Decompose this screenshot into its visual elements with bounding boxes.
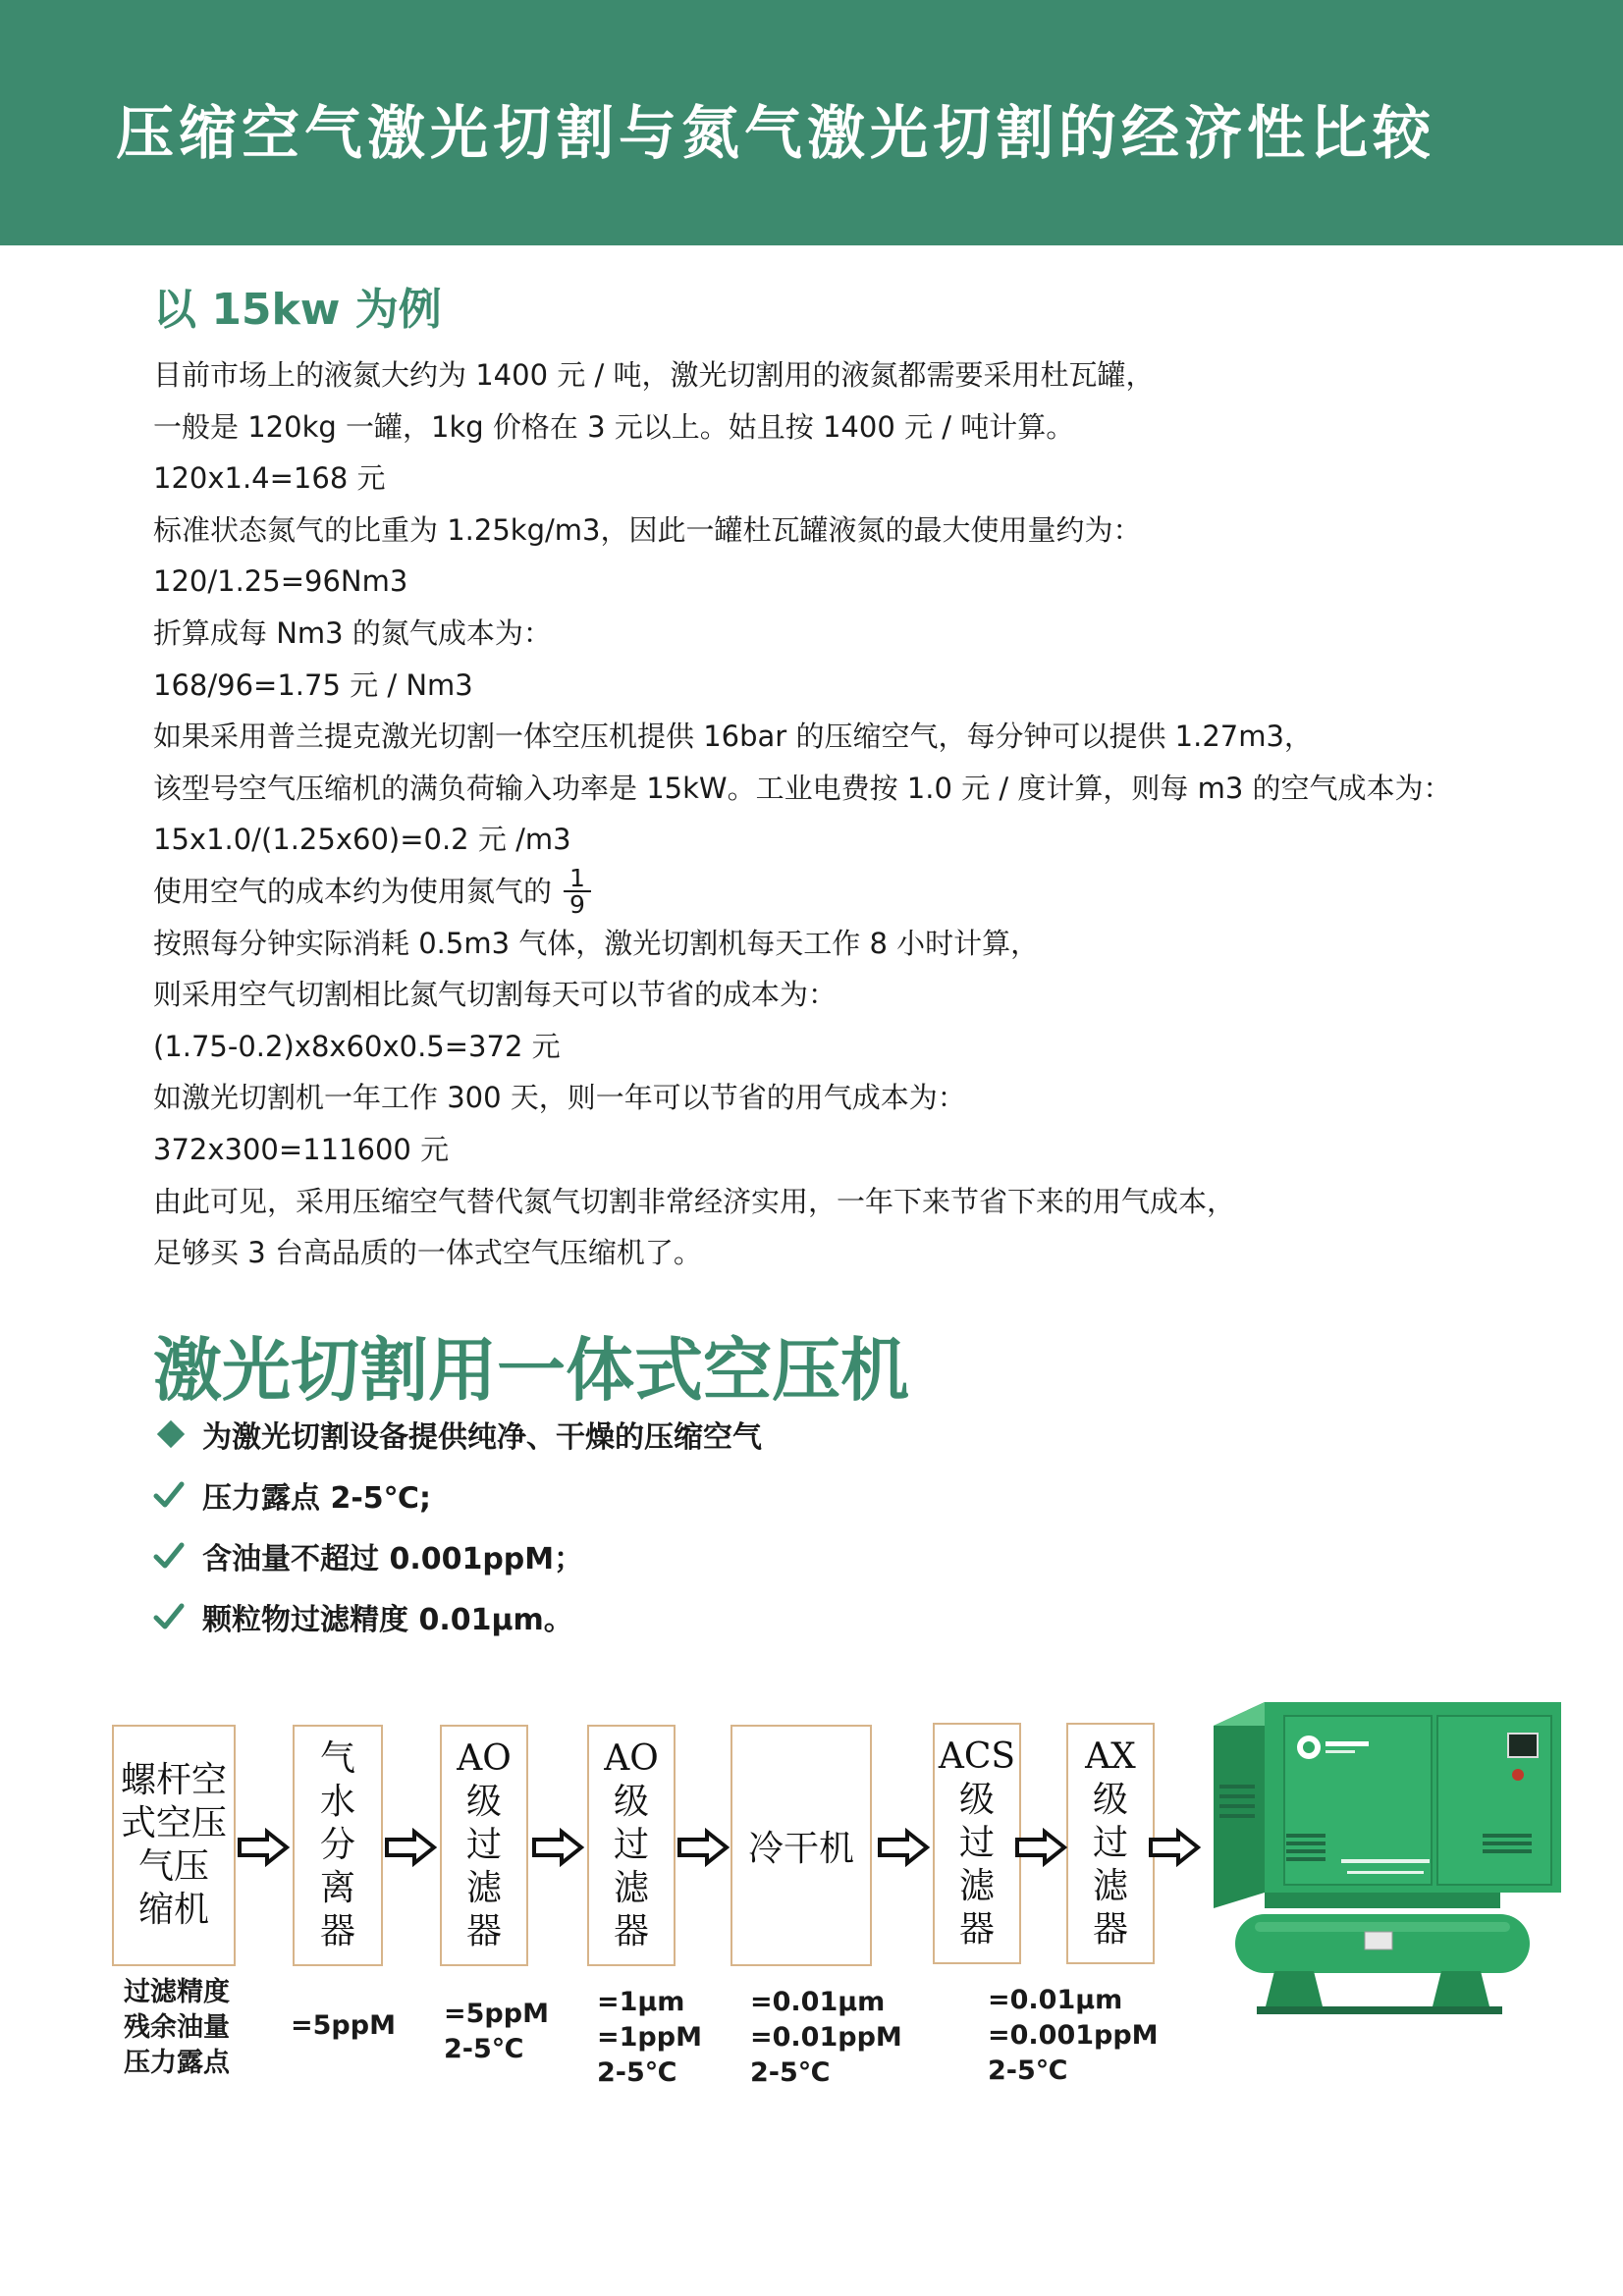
stage-text: 螺杆空: [120, 1760, 227, 1800]
feature-item: [153, 1404, 762, 1465]
check-icon: [153, 1542, 202, 1570]
legend-text: 残余油量: [124, 2012, 230, 2043]
page-title: 压缩空气激光切割与氮气激光切割的经济性比较: [116, 99, 1436, 167]
spec-text: 2-5℃: [750, 2057, 831, 2088]
stage-text: ACS: [938, 1736, 1016, 1777]
flow-legend: [124, 1975, 230, 2081]
flow-stage-ao-filter-2: [587, 1725, 676, 1966]
flow-arrow-icon: [1013, 1828, 1068, 1867]
stage-text: 器: [1092, 1909, 1128, 1949]
flow-stage-separator: [293, 1725, 383, 1966]
flow-stage-acs-filter: [933, 1723, 1021, 1964]
stage-text: 气: [319, 1738, 355, 1779]
calculation-text: [153, 349, 1587, 1279]
text-line: 足够买 3 台高品质的一体式空气压缩机了。: [153, 1236, 702, 1270]
spec-text: 2-5℃: [597, 2057, 677, 2088]
stage-text: AO: [457, 1738, 512, 1779]
air-compressor-image: [1196, 1686, 1569, 2020]
stage-text: 器: [613, 1911, 649, 1951]
stage-text: 冷干机: [747, 1828, 854, 1869]
feature-text: 压力露点 2-5℃;: [202, 1481, 431, 1516]
stage-text: 器: [319, 1911, 355, 1951]
feature-item: [153, 1465, 762, 1525]
stage-text: 缩机: [137, 1890, 209, 1930]
text-line: 目前市场上的液氮大约为 1400 元 / 吨，激光切割用的液氮都需要采用杜瓦罐，: [153, 358, 1155, 392]
spec-text: 2-5℃: [444, 2034, 524, 2064]
text-line: 120/1.25=96Nm3: [153, 564, 408, 599]
text-line: 如激光切割机一年工作 300 天，则一年可以节省的用气成本为：: [153, 1081, 966, 1115]
legend-text: 过滤精度: [124, 1977, 230, 2007]
fraction-line-text: 使用空气的成本约为使用氮气的: [153, 874, 553, 908]
flow-spec: [291, 2008, 396, 2044]
section-title: 以 15kw 为例: [153, 285, 442, 335]
stage-text: 过: [613, 1825, 649, 1865]
feature-item: [153, 1525, 762, 1586]
stage-text: 滤: [958, 1866, 995, 1906]
header-banner: [0, 0, 1623, 245]
spec-text: =1ppM: [597, 2022, 702, 2053]
compressor-illustration: [1196, 1686, 1569, 2020]
check-icon: [153, 1481, 202, 1509]
feature-list: [153, 1404, 762, 1647]
spec-text: 2-5℃: [988, 2056, 1068, 2086]
stage-text: 级: [465, 1782, 502, 1822]
text-line: 该型号空气压缩机的满负荷输入功率是 15kW。工业电费按 1.0 元 / 度计算，则每 m3 的空气成本为：: [153, 771, 1452, 805]
feature-text: 颗粒物过滤精度 0.01μm。: [202, 1603, 573, 1637]
fraction-numerator: 1: [564, 866, 591, 892]
flow-arrow-icon: [676, 1828, 730, 1867]
text-line: 372x300=111600 元: [153, 1132, 450, 1166]
stage-text: 式空压: [120, 1803, 227, 1843]
stage-text: 过: [958, 1823, 995, 1863]
spec-text: =0.01μm: [750, 1987, 886, 2017]
stage-text: 过: [465, 1825, 502, 1865]
flow-arrow-icon: [876, 1828, 931, 1867]
spec-text: =0.001ppM: [988, 2020, 1159, 2051]
stage-text: 器: [958, 1909, 995, 1949]
flow-arrow-icon: [236, 1828, 291, 1867]
text-line: (1.75-0.2)x8x60x0.5=372 元: [153, 1029, 561, 1063]
flow-stage-ax-filter: [1066, 1723, 1155, 1964]
stage-text: 分: [319, 1825, 355, 1865]
text-line: 一般是 120kg 一罐，1kg 价格在 3 元以上。姑且按 1400 元 / 吨计算。: [153, 409, 1075, 444]
text-line: 则采用空气切割相比氮气切割每天可以节省的成本为：: [153, 978, 838, 1012]
flow-spec: [750, 1985, 902, 2091]
flow-spec: [597, 1985, 702, 2091]
stage-text: 级: [613, 1782, 649, 1822]
flow-stage-ao-filter-1: [440, 1725, 528, 1966]
stage-text: 滤: [1092, 1866, 1128, 1906]
product-title: 激光切割用一体式空压机: [153, 1330, 909, 1411]
stage-text: AX: [1085, 1736, 1136, 1777]
flow-spec: [988, 1983, 1159, 2089]
stage-text: 器: [465, 1911, 502, 1951]
check-icon: [153, 1603, 202, 1630]
flow-stage-compressor: [112, 1725, 236, 1966]
spec-text: =5ppM: [444, 1999, 549, 2029]
fraction-denominator: 9: [569, 889, 585, 919]
text-line: 标准状态氮气的比重为 1.25kg/m3，因此一罐杜瓦罐液氮的最大使用量约为：: [153, 512, 1142, 547]
spec-text: =0.01μm: [988, 1985, 1123, 2015]
spec-text: =1μm: [597, 1987, 685, 2017]
stage-text: 滤: [465, 1868, 502, 1908]
spec-text: =5ppM: [291, 2010, 396, 2041]
stage-text: 级: [958, 1780, 995, 1820]
stage-text: 离: [319, 1868, 355, 1908]
text-line: 由此可见，采用压缩空气替代氮气切割非常经济实用，一年下来节省下来的用气成本，: [153, 1184, 1236, 1218]
stage-text: 级: [1092, 1780, 1128, 1820]
text-line: 按照每分钟实际消耗 0.5m3 气体，激光切割机每天工作 8 小时计算，: [153, 926, 1040, 960]
feature-text: 为激光切割设备提供纯净、干燥的压缩空气: [202, 1420, 762, 1455]
stage-text: AO: [604, 1738, 659, 1779]
text-line: 如果采用普兰提克激光切割一体空压机提供 16bar 的压缩空气，每分钟可以提供 1.27m3，: [153, 720, 1313, 754]
feature-item: [153, 1586, 762, 1647]
fraction: [564, 863, 591, 919]
feature-text: 含油量不超过 0.001ppM；: [202, 1542, 584, 1576]
stage-text: 过: [1092, 1823, 1128, 1863]
text-line: 15x1.0/(1.25x60)=0.2 元 /m3: [153, 823, 571, 857]
diamond-icon: [153, 1424, 202, 1444]
flow-spec: [444, 1997, 549, 2067]
spec-text: =0.01ppM: [750, 2022, 902, 2053]
flow-arrow-icon: [530, 1828, 585, 1867]
legend-text: 压力露点: [124, 2048, 230, 2078]
flow-stage-dryer: [730, 1725, 872, 1966]
fraction-line: [153, 863, 1587, 919]
text-line: 折算成每 Nm3 的氮气成本为：: [153, 615, 552, 650]
text-line: 168/96=1.75 元 / Nm3: [153, 667, 473, 702]
text-line: 120x1.4=168 元: [153, 461, 386, 496]
flow-arrow-icon: [383, 1828, 438, 1867]
flow-arrow-icon: [1147, 1828, 1202, 1867]
stage-text: 水: [319, 1782, 355, 1822]
stage-text: 气压: [137, 1846, 209, 1887]
stage-text: 滤: [613, 1868, 649, 1908]
